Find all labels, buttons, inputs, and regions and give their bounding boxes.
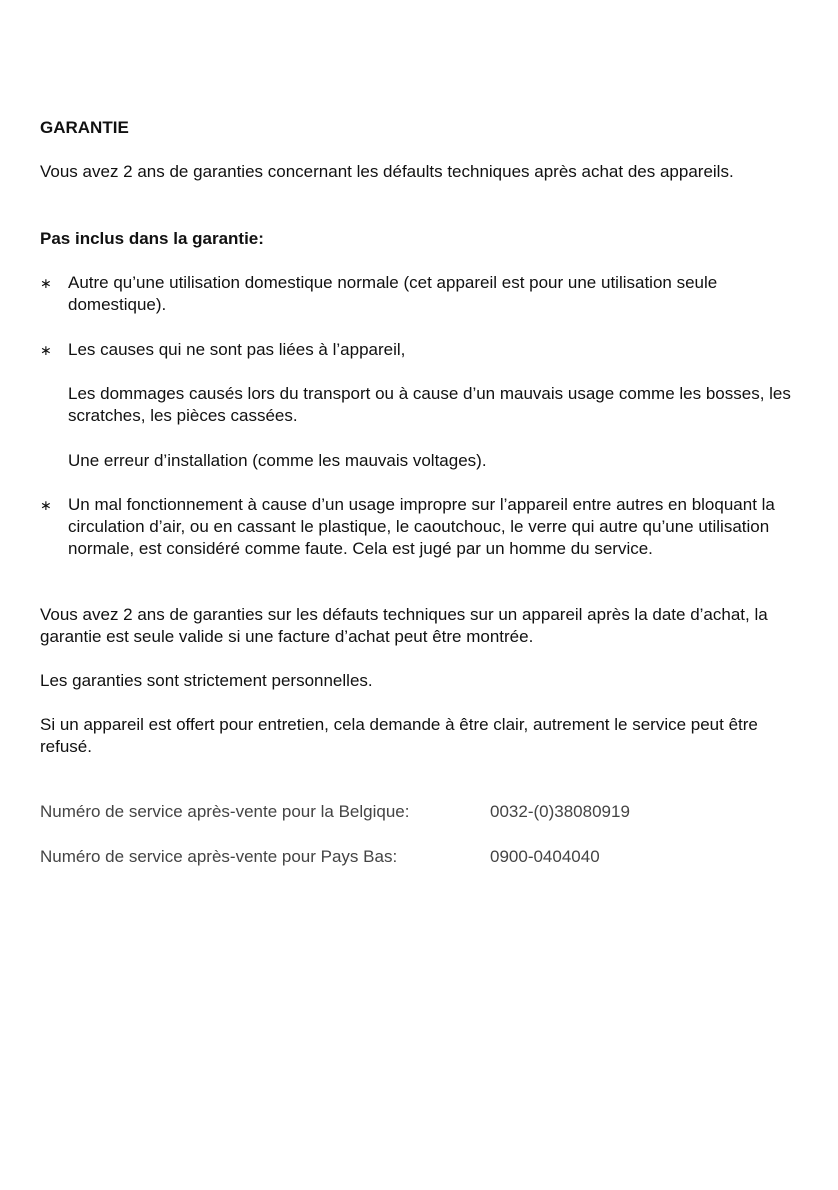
contact-label-netherlands: Numéro de service après-vente pour Pays Bas: xyxy=(40,847,398,866)
personal-warranty-paragraph: Les garanties sont strictement personnelles. xyxy=(40,671,373,690)
warranty-validity-paragraph: Vous avez 2 ans de garanties sur les défauts techniques sur un appareil après la date d’achat, la garantie est seule valide si une facture d’achat peut être montrée. xyxy=(40,605,768,646)
bullet-marker-2: ∗ xyxy=(40,342,52,358)
intro-paragraph: Vous avez 2 ans de garanties concernant les défaults techniques après achat des appareils. xyxy=(40,162,734,181)
contact-number-netherlands: 0900-0404040 xyxy=(490,847,600,866)
exclusion-item-2: Les causes qui ne sont pas liées à l’appareil, xyxy=(68,340,406,359)
contact-number-belgium: 0032-(0)38080919 xyxy=(490,802,630,821)
page-title: GARANTIE xyxy=(40,118,129,137)
exclusion-item-3: Un mal fonctionnement à cause d’un usage impropre sur l’appareil entre autres en bloquant la circulation d’air, ou en cassant le plastique, le caoutchouc, le verre qui autre qu’une utilisation normale, est considéré comme faute. Cela est jugé par un homme du service. xyxy=(68,495,775,558)
exclusion-subparagraph-1: Les dommages causés lors du transport ou à cause d’un mauvais usage comme les bosses, les scratches, les pièces cassées. xyxy=(68,384,791,425)
contact-label-belgium: Numéro de service après-vente pour la Belgique: xyxy=(40,802,410,821)
bullet-marker-3: ∗ xyxy=(40,497,52,513)
maintenance-paragraph: Si un appareil est offert pour entretien, cela demande à être clair, autrement le service peut être refusé. xyxy=(40,715,758,756)
bullet-marker-1: ∗ xyxy=(40,275,52,291)
exclusion-item-1: Autre qu’une utilisation domestique normale (cet appareil est pour une utilisation seule domestique). xyxy=(68,273,718,314)
exclusion-subparagraph-2: Une erreur d’installation (comme les mauvais voltages). xyxy=(68,451,487,470)
exclusions-heading: Pas inclus dans la garantie: xyxy=(40,229,264,248)
